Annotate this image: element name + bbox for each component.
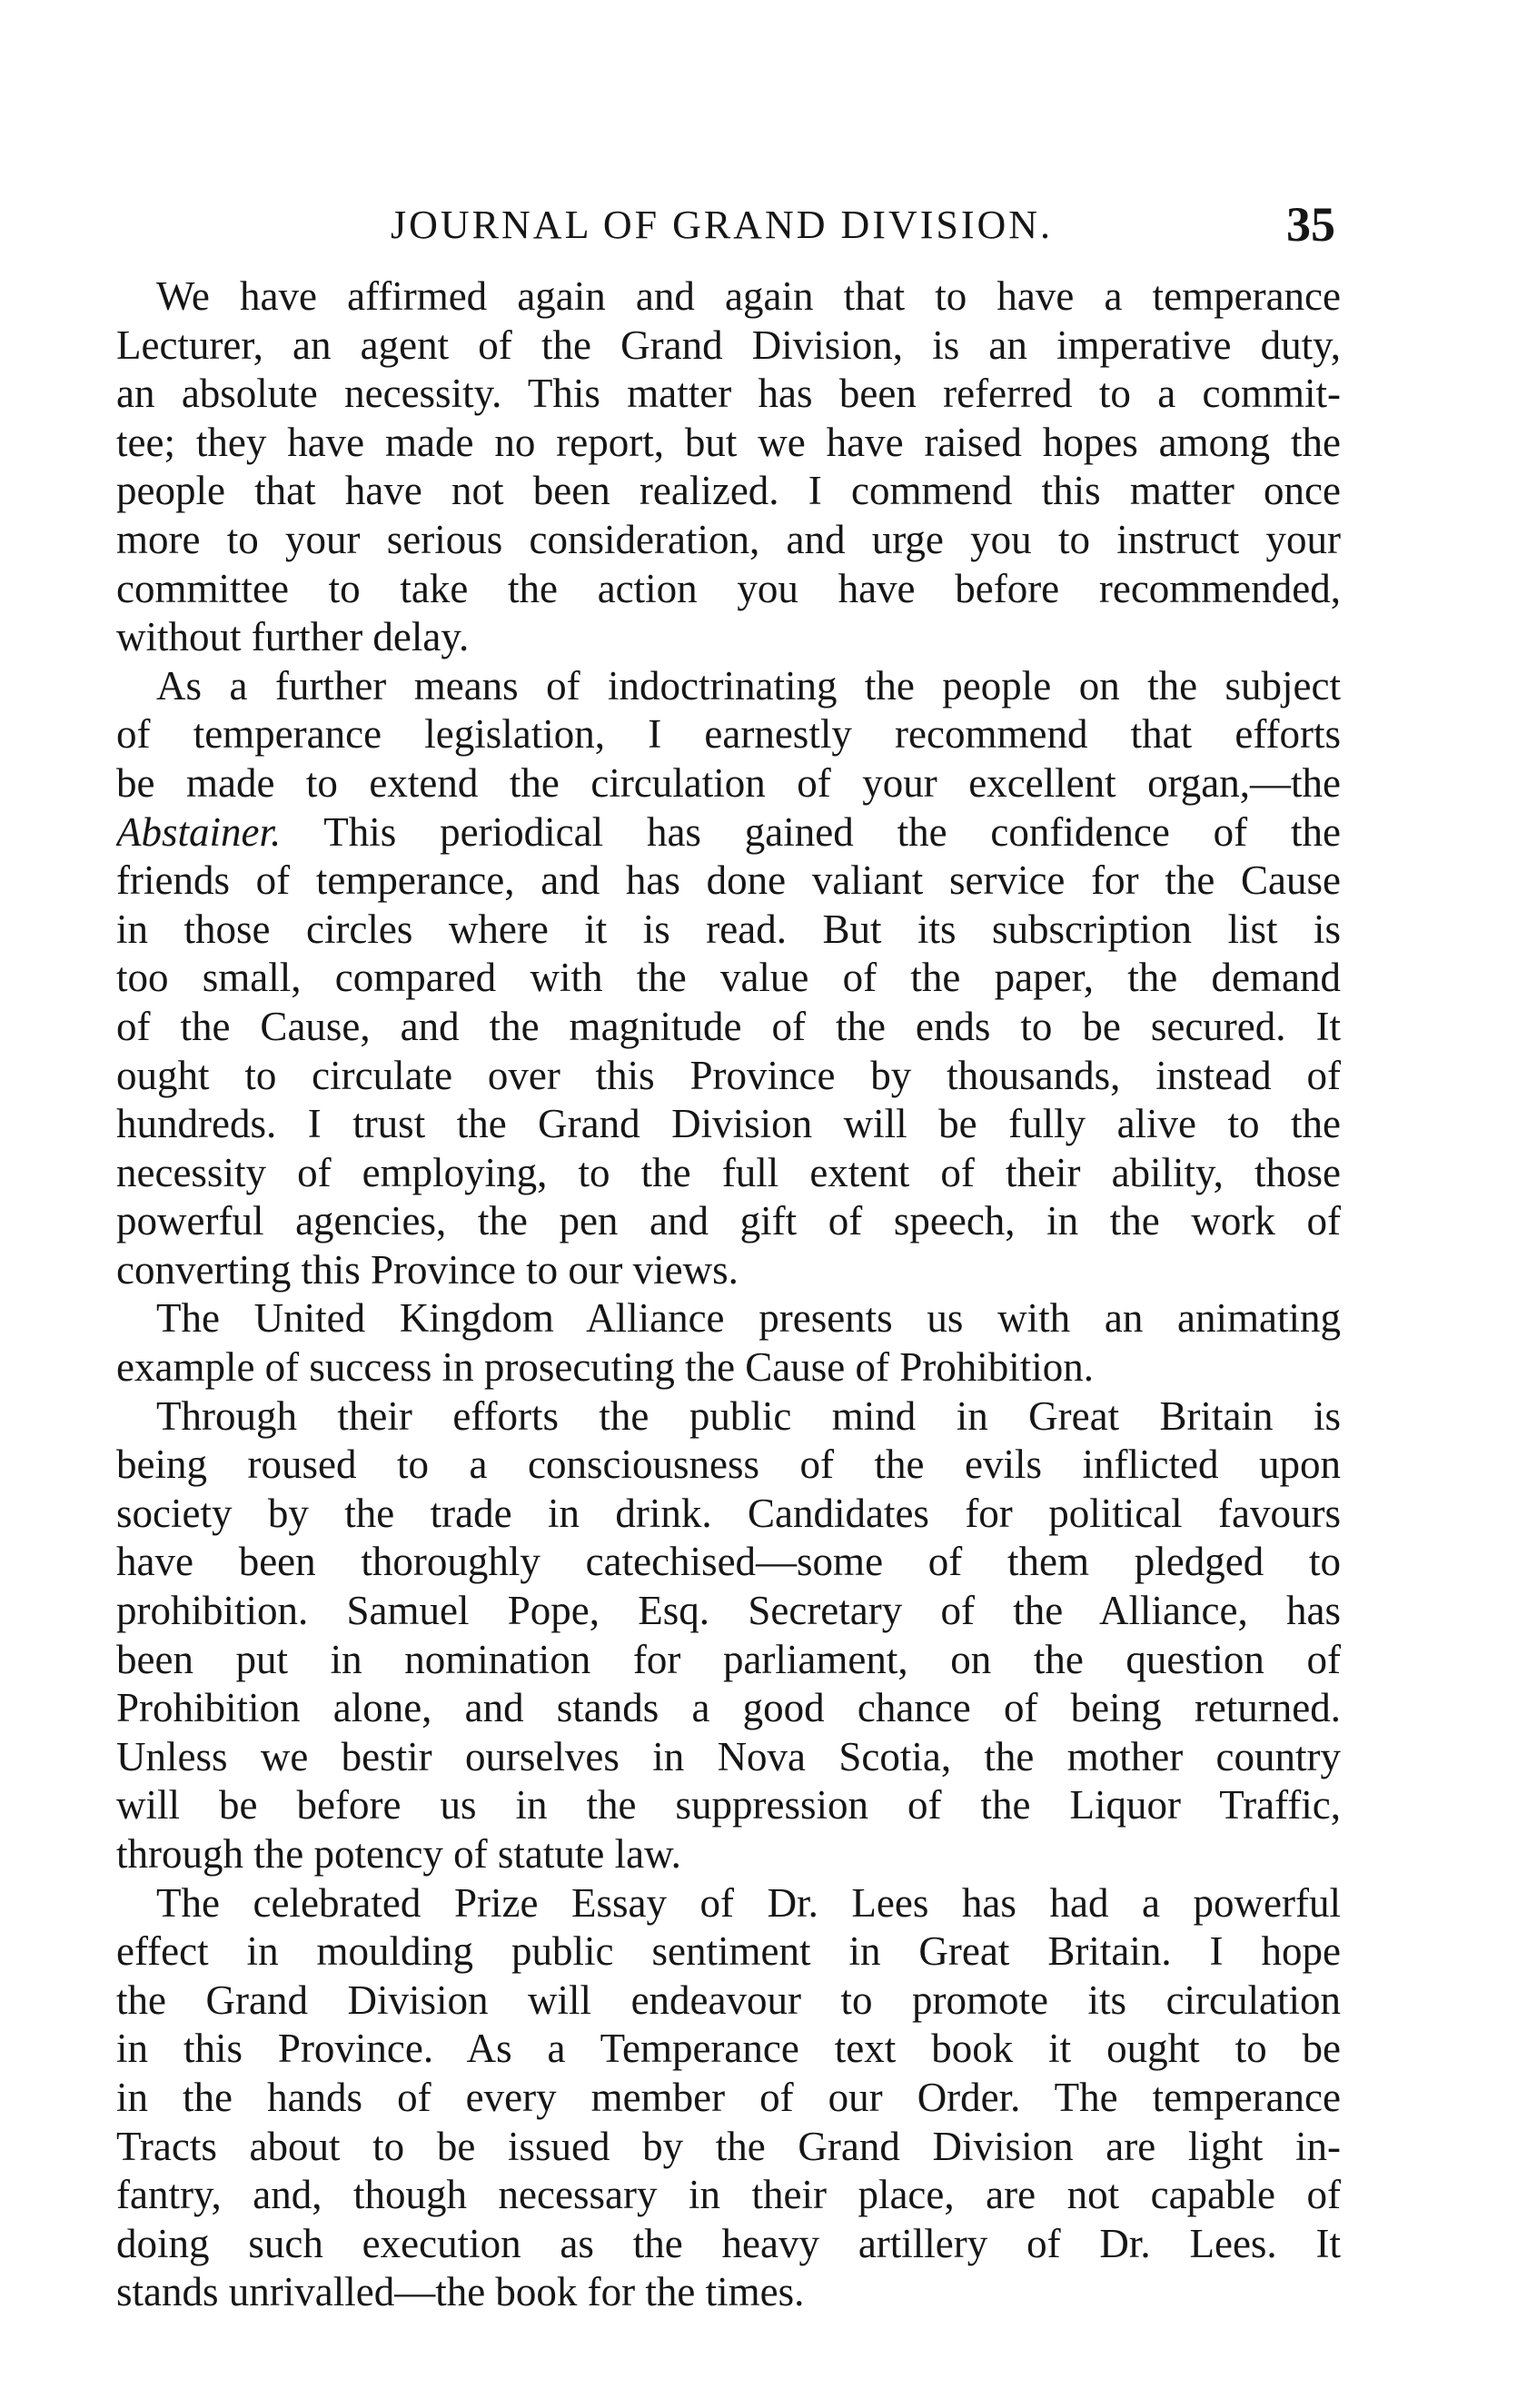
- page-header: [118, 197, 1344, 256]
- text-line: The celebrated Prize Essay of Dr. Lees has had a powerful: [156, 1879, 1341, 1926]
- text-line: As a further means of indoctrinating the people on the subject: [156, 662, 1341, 709]
- text-line: through the potency of statute law.: [116, 1831, 681, 1877]
- text-line: The United Kingdom Alliance presents us with an animating: [156, 1295, 1341, 1342]
- text-line: have been thoroughly catechised—some of them pledged to: [116, 1539, 1341, 1585]
- paragraph: [116, 1392, 1341, 1879]
- text-line: in those circles where it is read. But its subscription list is: [116, 906, 1341, 952]
- paragraph: [116, 662, 1341, 1295]
- body-text: [116, 273, 1341, 2317]
- text-line: powerful agencies, the pen and gift of speech, in the work of: [116, 1198, 1341, 1244]
- text-fragment: This periodical has gained the confidence of the: [281, 808, 1341, 855]
- text-line: necessity of employing, to the full extent of their ability, those: [116, 1149, 1341, 1195]
- text-line: example of success in prosecuting the Cause of Prohibition.: [116, 1344, 1095, 1391]
- text-line: will be before us in the suppression of the Liquor Traffic,: [116, 1782, 1341, 1828]
- paragraph: [116, 273, 1341, 662]
- text-line: more to your serious consideration, and urge you to instruct your: [116, 516, 1341, 562]
- paragraph: [116, 1294, 1341, 1392]
- text-line: people that have not been realized. I commend this matter once: [116, 468, 1341, 514]
- text-line: without further delay.: [116, 614, 470, 660]
- text-line: of temperance legislation, I earnestly recommend that efforts: [116, 711, 1341, 758]
- paragraph: [116, 1879, 1341, 2317]
- text-line: [116, 808, 1341, 857]
- periodical-title: Abstainer.: [116, 808, 282, 855]
- text-line: fantry, and, though necessary in their place, are not capable of: [116, 2172, 1341, 2218]
- text-line: in the hands of every member of our Order. The temperance: [116, 2074, 1341, 2120]
- text-line: Prohibition alone, and stands a good chance of being returned.: [116, 1685, 1341, 1731]
- text-line: stands unrivalled—the book for the times.: [116, 2269, 805, 2315]
- text-line: Lecturer, an agent of the Grand Division, is an imperative duty,: [116, 322, 1341, 368]
- text-line: an absolute necessity. This matter has been referred to a commit-: [116, 371, 1341, 417]
- text-line: too small, compared with the value of the paper, the demand: [116, 955, 1341, 1001]
- text-line: ought to circulate over this Province by thousands, instead of: [116, 1052, 1341, 1098]
- text-line: in this Province. As a Temperance text book it ought to be: [116, 2026, 1341, 2072]
- text-line: We have affirmed again and again that to have a temperance: [156, 273, 1341, 319]
- text-line: prohibition. Samuel Pope, Esq. Secretary of the Alliance, has: [116, 1588, 1341, 1634]
- text-line: of the Cause, and the magnitude of the ends to be secured. It: [116, 1003, 1341, 1049]
- text-line: Through their efforts the public mind in Great Britain is: [156, 1392, 1341, 1439]
- text-line: effect in moulding public sentiment in Great Britain. I hope: [116, 1928, 1341, 1975]
- text-line: society by the trade in drink. Candidates for political favours: [116, 1490, 1341, 1536]
- text-line: committee to take the action you have before recommended,: [116, 565, 1341, 611]
- text-line: being roused to a consciousness of the evils inflicted upon: [116, 1442, 1341, 1488]
- text-line: friends of temperance, and has done valiant service for the Cause: [116, 857, 1341, 904]
- running-head: JOURNAL OF GRAND DIVISION.: [391, 203, 1054, 247]
- text-line: hundreds. I trust the Grand Division will be fully alive to the: [116, 1101, 1341, 1147]
- text-line: Unless we bestir ourselves in Nova Scotia, the mother country: [116, 1733, 1341, 1779]
- text-line: tee; they have made no report, but we have raised hopes among the: [116, 419, 1341, 465]
- text-line: doing such execution as the heavy artillery of Dr. Lees. It: [116, 2220, 1341, 2266]
- text-line: Tracts about to be issued by the Grand Division are light in-: [116, 2123, 1341, 2169]
- text-line: be made to extend the circulation of your excellent organ,—the: [116, 759, 1341, 806]
- text-line: been put in nomination for parliament, on the question of: [116, 1636, 1341, 1682]
- page-number: 35: [1286, 197, 1335, 252]
- text-line: the Grand Division will endeavour to promote its circulation: [116, 1977, 1341, 2023]
- text-line: converting this Province to our views.: [116, 1246, 739, 1293]
